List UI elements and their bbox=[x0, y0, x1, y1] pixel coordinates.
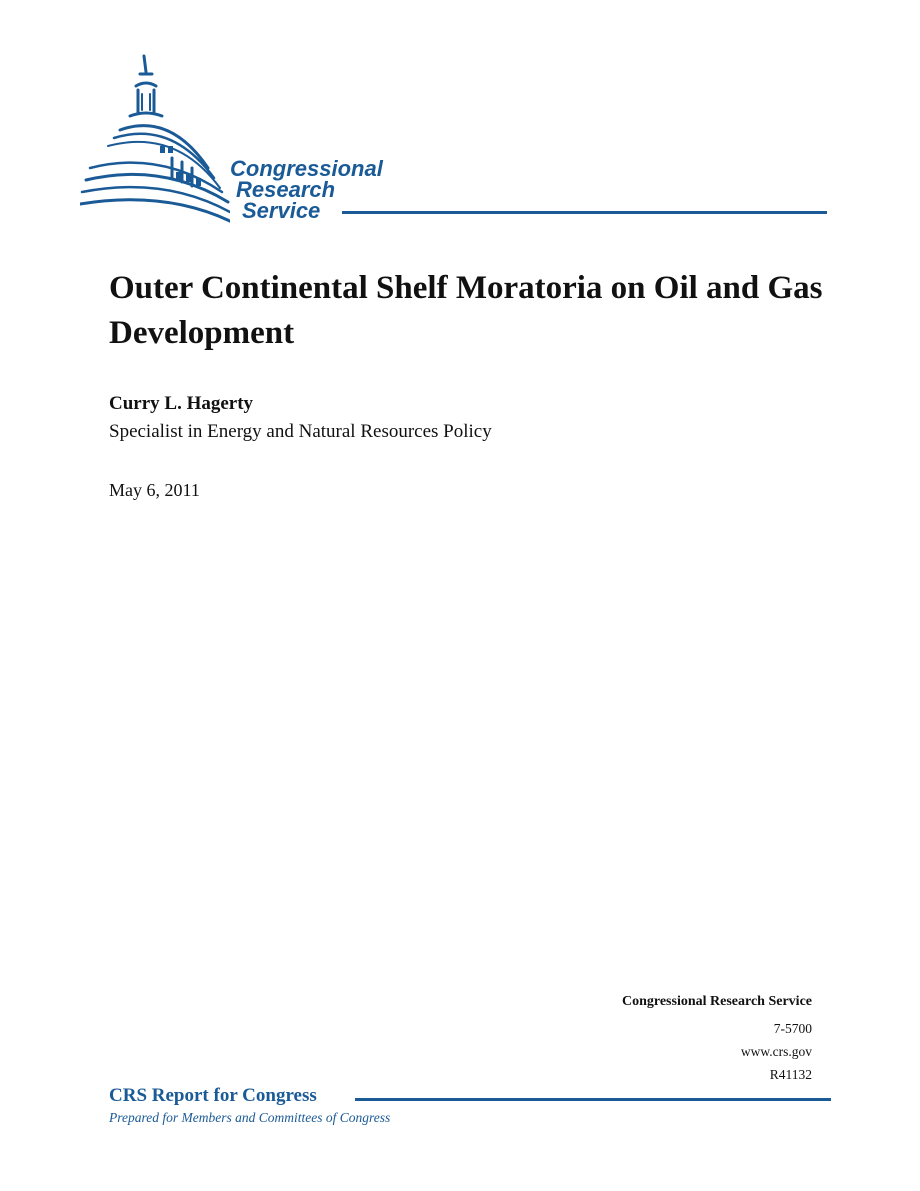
logo-line-research: Research bbox=[236, 177, 336, 202]
footer-subtitle: Prepared for Members and Committees of Congress bbox=[109, 1110, 391, 1125]
footer-heading: CRS Report for Congress bbox=[109, 1085, 317, 1106]
publisher-info bbox=[622, 990, 812, 1086]
logo-line-congressional: Congressional bbox=[230, 156, 383, 181]
report-number: R41132 bbox=[769, 1067, 812, 1082]
author-title: Specialist in Energy and Natural Resources Policy bbox=[109, 421, 492, 442]
report-date: May 6, 2011 bbox=[109, 480, 200, 500]
logo-divider bbox=[342, 211, 827, 214]
report-title: Outer Continental Shelf Moratoria on Oil and Gas Development bbox=[109, 270, 823, 351]
capitol-dome-icon bbox=[80, 50, 230, 230]
publisher-name: Congressional Research Service bbox=[621, 994, 812, 1009]
publisher-website[interactable]: www.crs.gov bbox=[740, 1044, 812, 1059]
footer-divider bbox=[355, 1098, 831, 1101]
publisher-phone: 7-5700 bbox=[773, 1021, 812, 1036]
logo-line-service: Service bbox=[242, 198, 321, 223]
crs-logo bbox=[80, 50, 420, 230]
author-name: Curry L. Hagerty bbox=[109, 393, 254, 414]
